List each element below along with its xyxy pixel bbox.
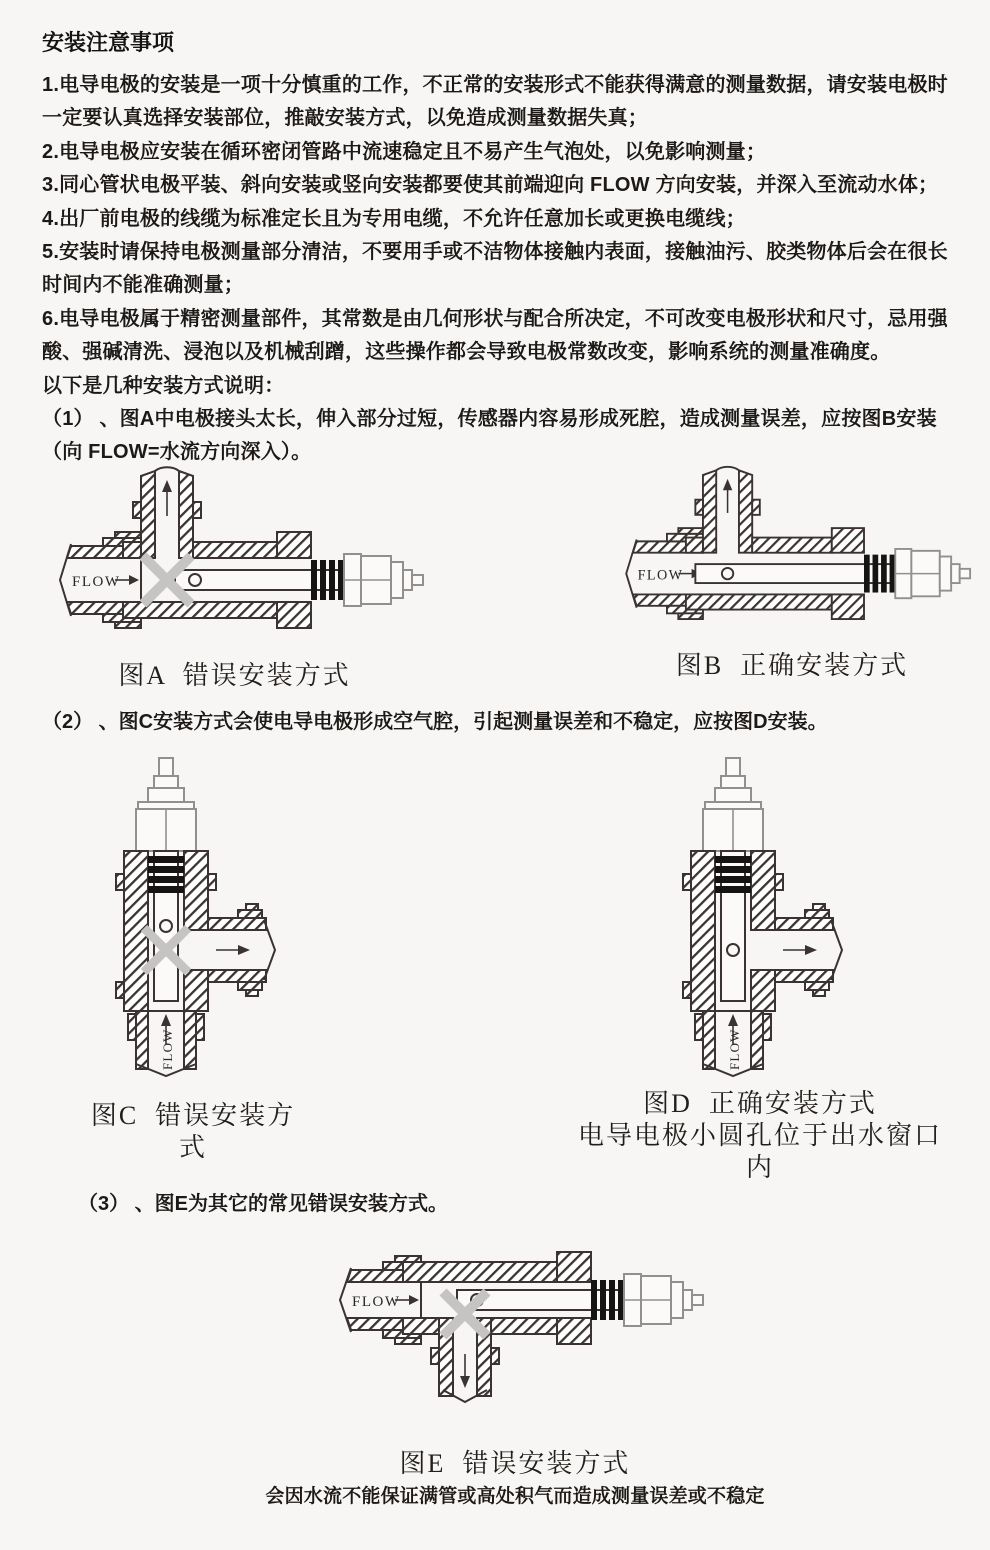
- figure-a-diagram: [45, 458, 425, 648]
- figure-c-diagram: [88, 756, 298, 1086]
- figure-e-diagram: [325, 1248, 705, 1448]
- figure-d-diagram: [655, 756, 865, 1086]
- notes-list: [42, 69, 958, 470]
- note-item-4: 4.出厂前电极的线缆为标准定长且为专用电缆，不允许任意加长或更换电缆线；: [42, 207, 746, 230]
- electrode-hole: [189, 574, 201, 586]
- figure-b: [612, 458, 972, 682]
- instructions-block: [42, 26, 958, 470]
- outlet-branch: [208, 904, 275, 996]
- gland-connector: [136, 758, 196, 851]
- inlet-pipe: [128, 1011, 204, 1076]
- electrode-hole: [160, 920, 172, 932]
- gland-connector: [703, 758, 763, 851]
- paragraph-1: （1） 、图A中电极接头太长，伸入部分过短，传感器内容易形成死腔，造成测量误差，应按图B安装（向 FLOW=水流方向深入）。: [42, 408, 937, 464]
- figure-d: [570, 756, 950, 1184]
- branch-up-arrow-icon: [723, 479, 732, 513]
- electrode: [175, 554, 423, 606]
- figure-e-caption: 图E 错误安装方式: [399, 1449, 631, 1478]
- flow-label: FLOW: [71, 574, 120, 590]
- branch-down-arrow-icon: [460, 1354, 470, 1388]
- electrode-hole: [727, 944, 739, 956]
- figure-a-caption: 图A 错误安装方式: [118, 661, 351, 690]
- flow-label: FLOW: [637, 567, 684, 584]
- electrode-hole: [722, 568, 733, 579]
- outlet-arrow-right-icon: [216, 945, 250, 955]
- figure-d-caption-2: 电导电极小圆孔位于出水窗口内: [577, 1121, 942, 1182]
- flow-label: FLOW: [727, 1028, 742, 1070]
- intro-line: 以下是几种安装方式说明：: [42, 374, 285, 397]
- outlet-branch: [775, 904, 842, 996]
- outlet-arrow-right-icon: [783, 945, 817, 955]
- note-item-3: 3.同心管状电极平装、斜向安装或竖向安装都要使其前端迎向 FLOW 方向安装，并深入至流动水体；: [42, 174, 939, 197]
- gland-connector: [895, 549, 970, 598]
- figure-c: [78, 756, 308, 1164]
- electrode: [695, 549, 970, 598]
- tee-body: [123, 467, 311, 628]
- electrode: [148, 851, 184, 1001]
- figure-e-caption-2: 会因水流不能保证满管或高处积气而造成测量误差或不稳定: [265, 1486, 765, 1507]
- figure-c-caption: 图C 错误安装方式: [90, 1101, 296, 1162]
- paragraph-2: （2） 、图C安装方式会使电导电极形成空气腔，引起测量误差和不稳定，应按图D安装。: [42, 711, 828, 733]
- page-title: 安装注意事项: [42, 30, 175, 55]
- figure-b-diagram: [612, 458, 972, 638]
- electrode: [715, 851, 751, 1001]
- down-branch: [431, 1318, 499, 1402]
- note-item-2: 2.电导电极应安装在循环密闭管路中流速稳定且不易产生气泡处，以免影响测量；: [42, 140, 767, 163]
- note-item-1: 1.电导电极的安装是一项十分慎重的工作，不正常的安装形式不能获得满意的测量数据，请安装电极时一定要认真选择安装部位，推敲安装方式，以免造成测量数据失真；: [42, 74, 948, 130]
- flow-label: FLOW: [160, 1028, 175, 1070]
- gland-connector: [624, 1274, 703, 1326]
- note-item-5: 5.安装时请保持电极测量部分清洁，不要用手或不洁物体接触内表面，接触油污、胶类物体后会在很长时间内不能准确测量；: [42, 241, 948, 297]
- inlet-pipe: [695, 1011, 771, 1076]
- figure-d-caption: 图D 正确安装方式: [643, 1089, 877, 1118]
- figure-a: [42, 458, 427, 692]
- branch-up-arrow-icon: [162, 480, 172, 516]
- note-item-6: 6.电导电极属于精密测量部件，其常数是由几何形状与配合所决定，不可改变电极形状和尺寸，忌用强酸、强碱清洗、浸泡以及机械刮蹭，这些操作都会导致电极常数改变，影响系统的测量准确度。: [42, 307, 948, 364]
- flow-label: FLOW: [352, 1294, 401, 1310]
- figure-b-caption: 图B 正确安装方式: [675, 651, 909, 680]
- paragraph-3: （3） 、图E为其它的常见错误安装方式。: [78, 1193, 449, 1215]
- tee-body: [686, 467, 864, 619]
- figure-e: [255, 1248, 775, 1512]
- gland-connector: [344, 554, 423, 606]
